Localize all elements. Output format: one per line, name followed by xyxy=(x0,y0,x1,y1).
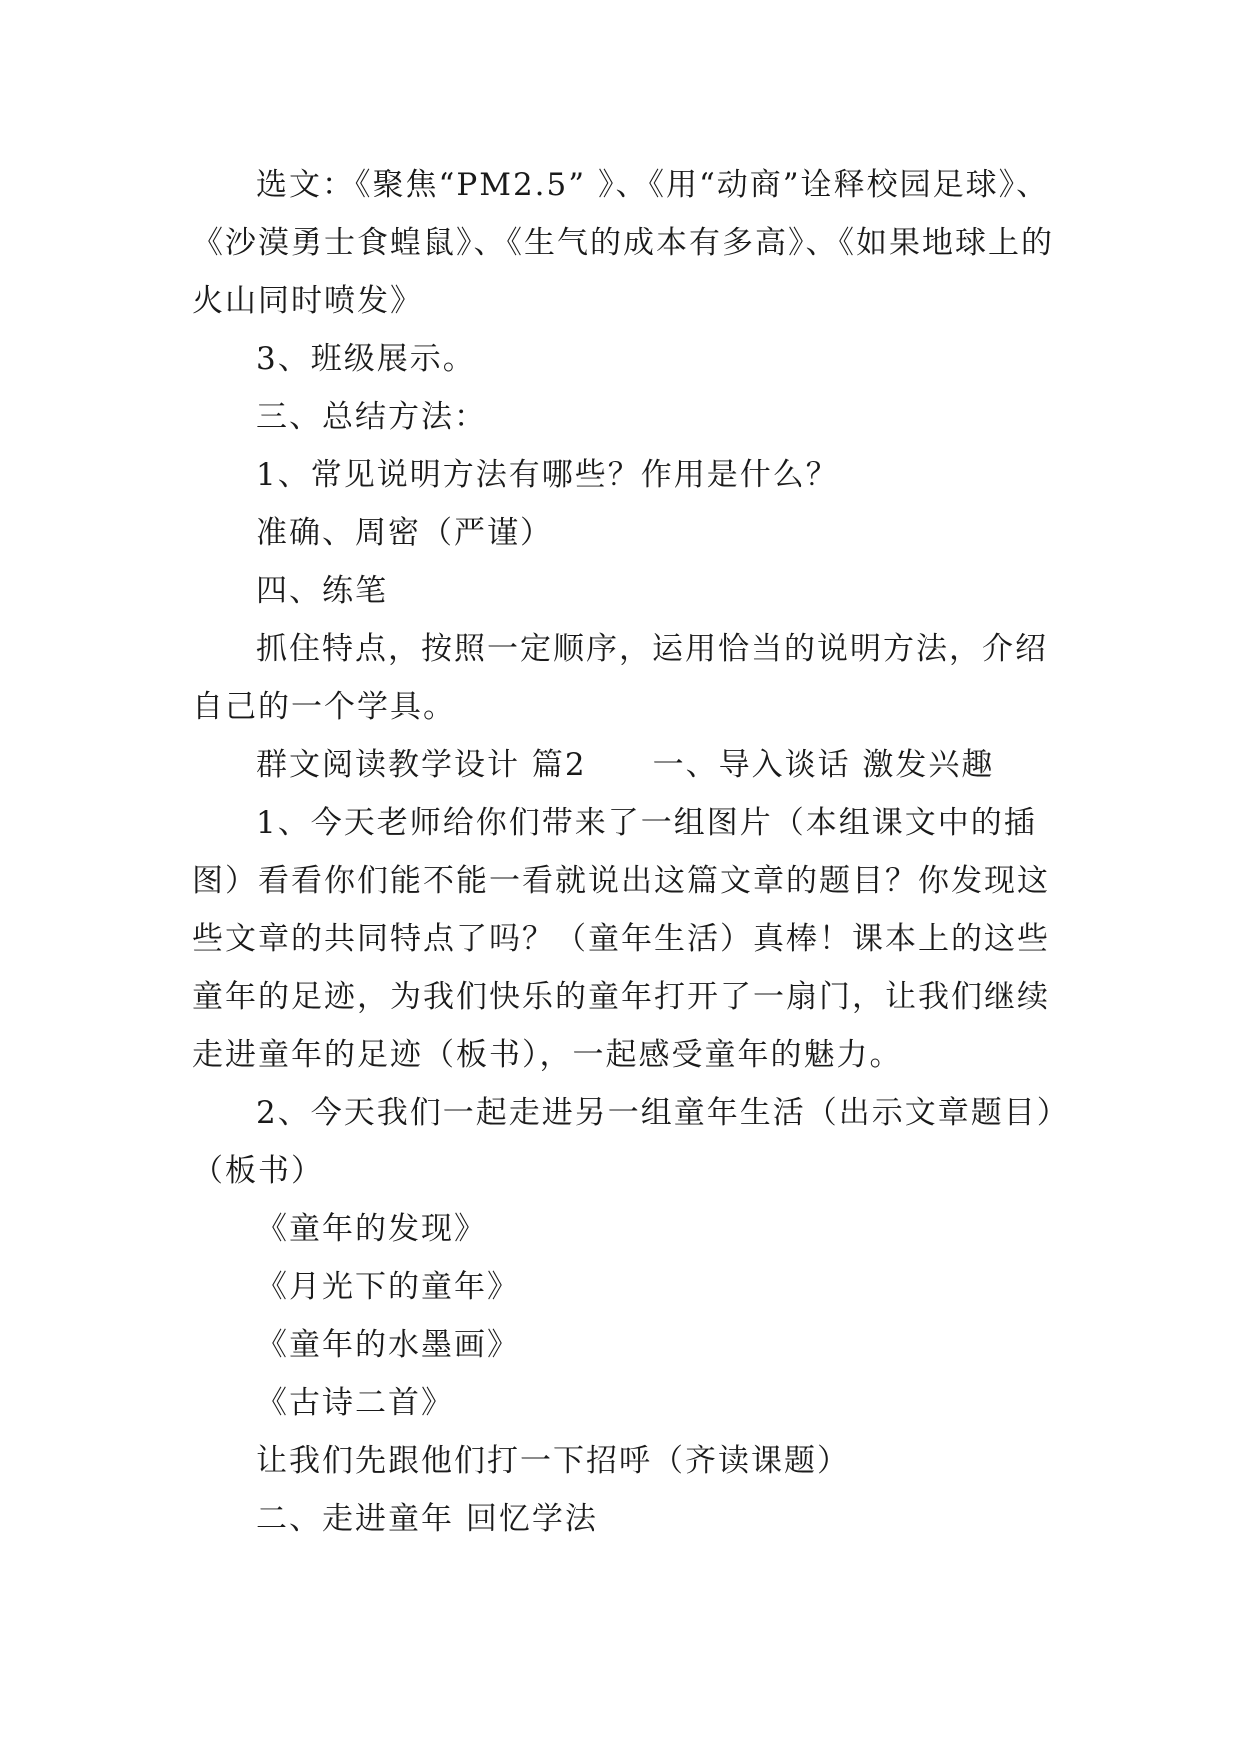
document-body xyxy=(192,156,1072,1548)
paragraph-another-group: 2、今天我们一起走进另一组童年生活（出示文章题目）（板书） xyxy=(192,1095,1070,1189)
paragraph-practice-task: 抓住特点，按照一定顺序，运用恰当的说明方法，介绍自己的一个学具。 xyxy=(192,631,1048,725)
paragraph-question-methods: 1、常见说明方法有哪些？作用是什么？ xyxy=(256,457,839,493)
paragraph-class-display: 3、班级展示。 xyxy=(256,341,476,377)
paragraph-design-heading: 群文阅读教学设计 篇2 一、导入谈话 激发兴趣 xyxy=(256,747,995,783)
paragraph-title-moonlight: 《月光下的童年》 xyxy=(256,1269,520,1305)
paragraph-section-practice: 四、练笔 xyxy=(256,573,388,609)
paragraph-selected-texts: 选文：《聚焦“PM2.5” 》、《用“动商”诠释校园足球》、《沙漠勇士食蝗鼠》、《生气的成本有多高》、《如果地球上的火山同时喷发》 xyxy=(192,167,1054,319)
paragraph-section-childhood: 二、走进童年 回忆学法 xyxy=(256,1501,598,1537)
paragraph-intro-pictures: 1、今天老师给你们带来了一组图片（本组课文中的插图）看看你们能不能一看就说出这篇文章的题目？你发现这些文章的共同特点了吗？（童年生活）真棒！课本上的这些童年的足迹，为我们快乐的童年打开了一扇门，让我们继续走进童年的足迹（板书），一起感受童年的魅力。 xyxy=(192,805,1050,1073)
paragraph-section-summary: 三、总结方法： xyxy=(256,399,487,435)
paragraph-title-discovery: 《童年的发现》 xyxy=(256,1211,487,1247)
paragraph-title-ink-painting: 《童年的水墨画》 xyxy=(256,1327,520,1363)
paragraph-title-two-poems: 《古诗二首》 xyxy=(256,1385,454,1421)
paragraph-greeting: 让我们先跟他们打一下招呼（齐读课题） xyxy=(256,1443,850,1479)
paragraph-accuracy: 准确、周密（严谨） xyxy=(256,515,553,551)
